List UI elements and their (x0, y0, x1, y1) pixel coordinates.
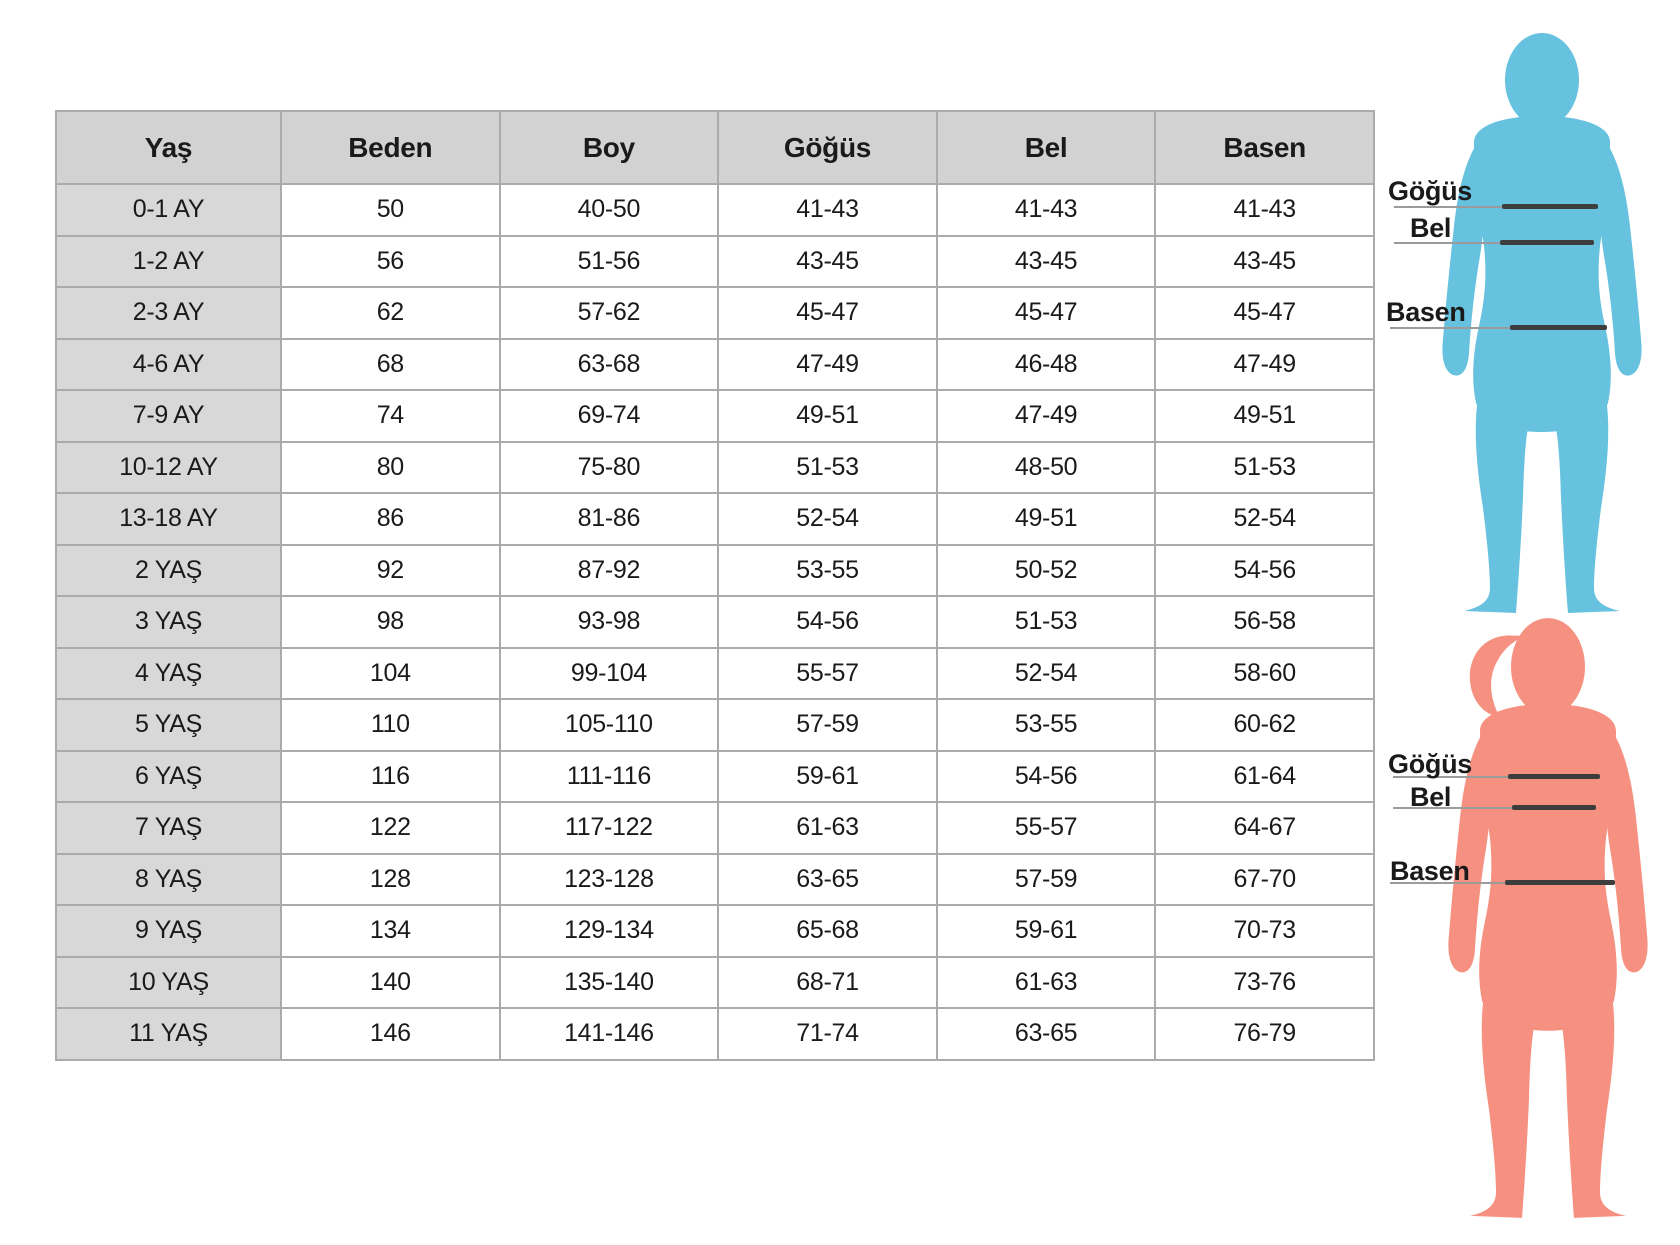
age-cell: 2 YAŞ (56, 545, 281, 597)
column-header: Beden (281, 111, 500, 184)
table-row (56, 957, 1374, 1009)
value-cell: 122 (281, 802, 500, 854)
value-cell: 61-64 (1155, 751, 1374, 803)
value-cell: 61-63 (718, 802, 937, 854)
value-cell: 49-51 (1155, 390, 1374, 442)
value-cell: 50 (281, 184, 500, 236)
value-cell: 63-65 (718, 854, 937, 906)
value-cell: 41-43 (937, 184, 1156, 236)
value-cell: 56 (281, 236, 500, 288)
value-cell: 61-63 (937, 957, 1156, 1009)
table-row (56, 648, 1374, 700)
value-cell: 57-59 (937, 854, 1156, 906)
girl-chest-measure (1388, 749, 1472, 780)
value-cell: 57-62 (500, 287, 719, 339)
value-cell: 135-140 (500, 957, 719, 1009)
value-cell: 52-54 (718, 493, 937, 545)
age-cell: 9 YAŞ (56, 905, 281, 957)
value-cell: 51-53 (1155, 442, 1374, 494)
boy-hip-label: Basen (1386, 297, 1466, 327)
value-cell: 55-57 (718, 648, 937, 700)
girl-waist-body-line (1512, 805, 1596, 810)
value-cell: 76-79 (1155, 1008, 1374, 1060)
girl-chest-body-line (1508, 774, 1600, 779)
value-cell: 93-98 (500, 596, 719, 648)
value-cell: 63-65 (937, 1008, 1156, 1060)
value-cell: 60-62 (1155, 699, 1374, 751)
age-cell: 10 YAŞ (56, 957, 281, 1009)
table-row (56, 596, 1374, 648)
table-row (56, 287, 1374, 339)
boy-silhouette (1442, 33, 1641, 613)
value-cell: 73-76 (1155, 957, 1374, 1009)
value-cell: 43-45 (937, 236, 1156, 288)
table-row (56, 339, 1374, 391)
value-cell: 128 (281, 854, 500, 906)
value-cell: 46-48 (937, 339, 1156, 391)
value-cell: 146 (281, 1008, 500, 1060)
value-cell: 62 (281, 287, 500, 339)
value-cell: 140 (281, 957, 500, 1009)
value-cell: 105-110 (500, 699, 719, 751)
value-cell: 65-68 (718, 905, 937, 957)
value-cell: 134 (281, 905, 500, 957)
value-cell: 43-45 (1155, 236, 1374, 288)
age-cell: 1-2 AY (56, 236, 281, 288)
table-row (56, 184, 1374, 236)
value-cell: 47-49 (718, 339, 937, 391)
value-cell: 71-74 (718, 1008, 937, 1060)
value-cell: 49-51 (718, 390, 937, 442)
girl-figure (1418, 615, 1678, 1220)
column-header: Basen (1155, 111, 1374, 184)
table-body (56, 184, 1374, 1060)
girl-silhouette-svg (1418, 615, 1678, 1220)
boy-hip-measure (1386, 297, 1466, 328)
value-cell: 80 (281, 442, 500, 494)
value-cell: 64-67 (1155, 802, 1374, 854)
value-cell: 110 (281, 699, 500, 751)
value-cell: 51-56 (500, 236, 719, 288)
value-cell: 41-43 (1155, 184, 1374, 236)
value-cell: 129-134 (500, 905, 719, 957)
table-row (56, 905, 1374, 957)
value-cell: 52-54 (1155, 493, 1374, 545)
value-cell: 117-122 (500, 802, 719, 854)
age-cell: 8 YAŞ (56, 854, 281, 906)
value-cell: 68 (281, 339, 500, 391)
boy-chest-label: Göğüs (1388, 176, 1472, 206)
header-row (56, 111, 1374, 184)
value-cell: 111-116 (500, 751, 719, 803)
value-cell: 141-146 (500, 1008, 719, 1060)
girl-hip-label: Basen (1390, 856, 1470, 886)
table-row (56, 442, 1374, 494)
value-cell: 45-47 (718, 287, 937, 339)
age-cell: 3 YAŞ (56, 596, 281, 648)
table-row (56, 493, 1374, 545)
girl-waist-measure (1410, 782, 1451, 813)
value-cell: 70-73 (1155, 905, 1374, 957)
girl-hip-body-line (1505, 880, 1615, 885)
value-cell: 43-45 (718, 236, 937, 288)
age-cell: 2-3 AY (56, 287, 281, 339)
girl-chest-label: Göğüs (1388, 749, 1472, 779)
boy-waist-label: Bel (1410, 213, 1452, 243)
column-header: Yaş (56, 111, 281, 184)
value-cell: 98 (281, 596, 500, 648)
age-cell: 7-9 AY (56, 390, 281, 442)
boy-chest-body-line (1502, 204, 1598, 209)
value-cell: 75-80 (500, 442, 719, 494)
value-cell: 55-57 (937, 802, 1156, 854)
value-cell: 53-55 (937, 699, 1156, 751)
girl-waist-label: Bel (1410, 782, 1452, 812)
value-cell: 51-53 (937, 596, 1156, 648)
boy-hip-body-line (1510, 325, 1607, 330)
age-cell: 5 YAŞ (56, 699, 281, 751)
value-cell: 92 (281, 545, 500, 597)
value-cell: 68-71 (718, 957, 937, 1009)
table-row (56, 390, 1374, 442)
boy-waist-body-line (1500, 240, 1594, 245)
value-cell: 49-51 (937, 493, 1156, 545)
boy-waist-measure (1410, 213, 1451, 244)
age-cell: 11 YAŞ (56, 1008, 281, 1060)
age-cell: 7 YAŞ (56, 802, 281, 854)
value-cell: 57-59 (718, 699, 937, 751)
age-cell: 0-1 AY (56, 184, 281, 236)
value-cell: 52-54 (937, 648, 1156, 700)
value-cell: 48-50 (937, 442, 1156, 494)
table-row (56, 1008, 1374, 1060)
girl-hip-measure (1390, 856, 1470, 887)
value-cell: 63-68 (500, 339, 719, 391)
value-cell: 87-92 (500, 545, 719, 597)
value-cell: 123-128 (500, 854, 719, 906)
age-cell: 4-6 AY (56, 339, 281, 391)
table-row (56, 236, 1374, 288)
age-cell: 13-18 AY (56, 493, 281, 545)
value-cell: 47-49 (937, 390, 1156, 442)
age-cell: 4 YAŞ (56, 648, 281, 700)
column-header: Göğüs (718, 111, 937, 184)
age-cell: 6 YAŞ (56, 751, 281, 803)
table-row (56, 699, 1374, 751)
value-cell: 54-56 (718, 596, 937, 648)
size-table (55, 110, 1375, 1061)
value-cell: 67-70 (1155, 854, 1374, 906)
value-cell: 45-47 (937, 287, 1156, 339)
value-cell: 104 (281, 648, 500, 700)
value-cell: 40-50 (500, 184, 719, 236)
table-row (56, 854, 1374, 906)
value-cell: 116 (281, 751, 500, 803)
value-cell: 41-43 (718, 184, 937, 236)
age-cell: 10-12 AY (56, 442, 281, 494)
value-cell: 47-49 (1155, 339, 1374, 391)
value-cell: 74 (281, 390, 500, 442)
value-cell: 54-56 (937, 751, 1156, 803)
value-cell: 59-61 (937, 905, 1156, 957)
column-header: Bel (937, 111, 1156, 184)
value-cell: 99-104 (500, 648, 719, 700)
value-cell: 54-56 (1155, 545, 1374, 597)
boy-chest-measure (1388, 176, 1472, 207)
value-cell: 50-52 (937, 545, 1156, 597)
table-row (56, 545, 1374, 597)
value-cell: 69-74 (500, 390, 719, 442)
girl-silhouette (1448, 618, 1647, 1218)
value-cell: 56-58 (1155, 596, 1374, 648)
value-cell: 45-47 (1155, 287, 1374, 339)
value-cell: 53-55 (718, 545, 937, 597)
value-cell: 81-86 (500, 493, 719, 545)
value-cell: 86 (281, 493, 500, 545)
value-cell: 58-60 (1155, 648, 1374, 700)
table-row (56, 751, 1374, 803)
table-row (56, 802, 1374, 854)
column-header: Boy (500, 111, 719, 184)
value-cell: 59-61 (718, 751, 937, 803)
value-cell: 51-53 (718, 442, 937, 494)
